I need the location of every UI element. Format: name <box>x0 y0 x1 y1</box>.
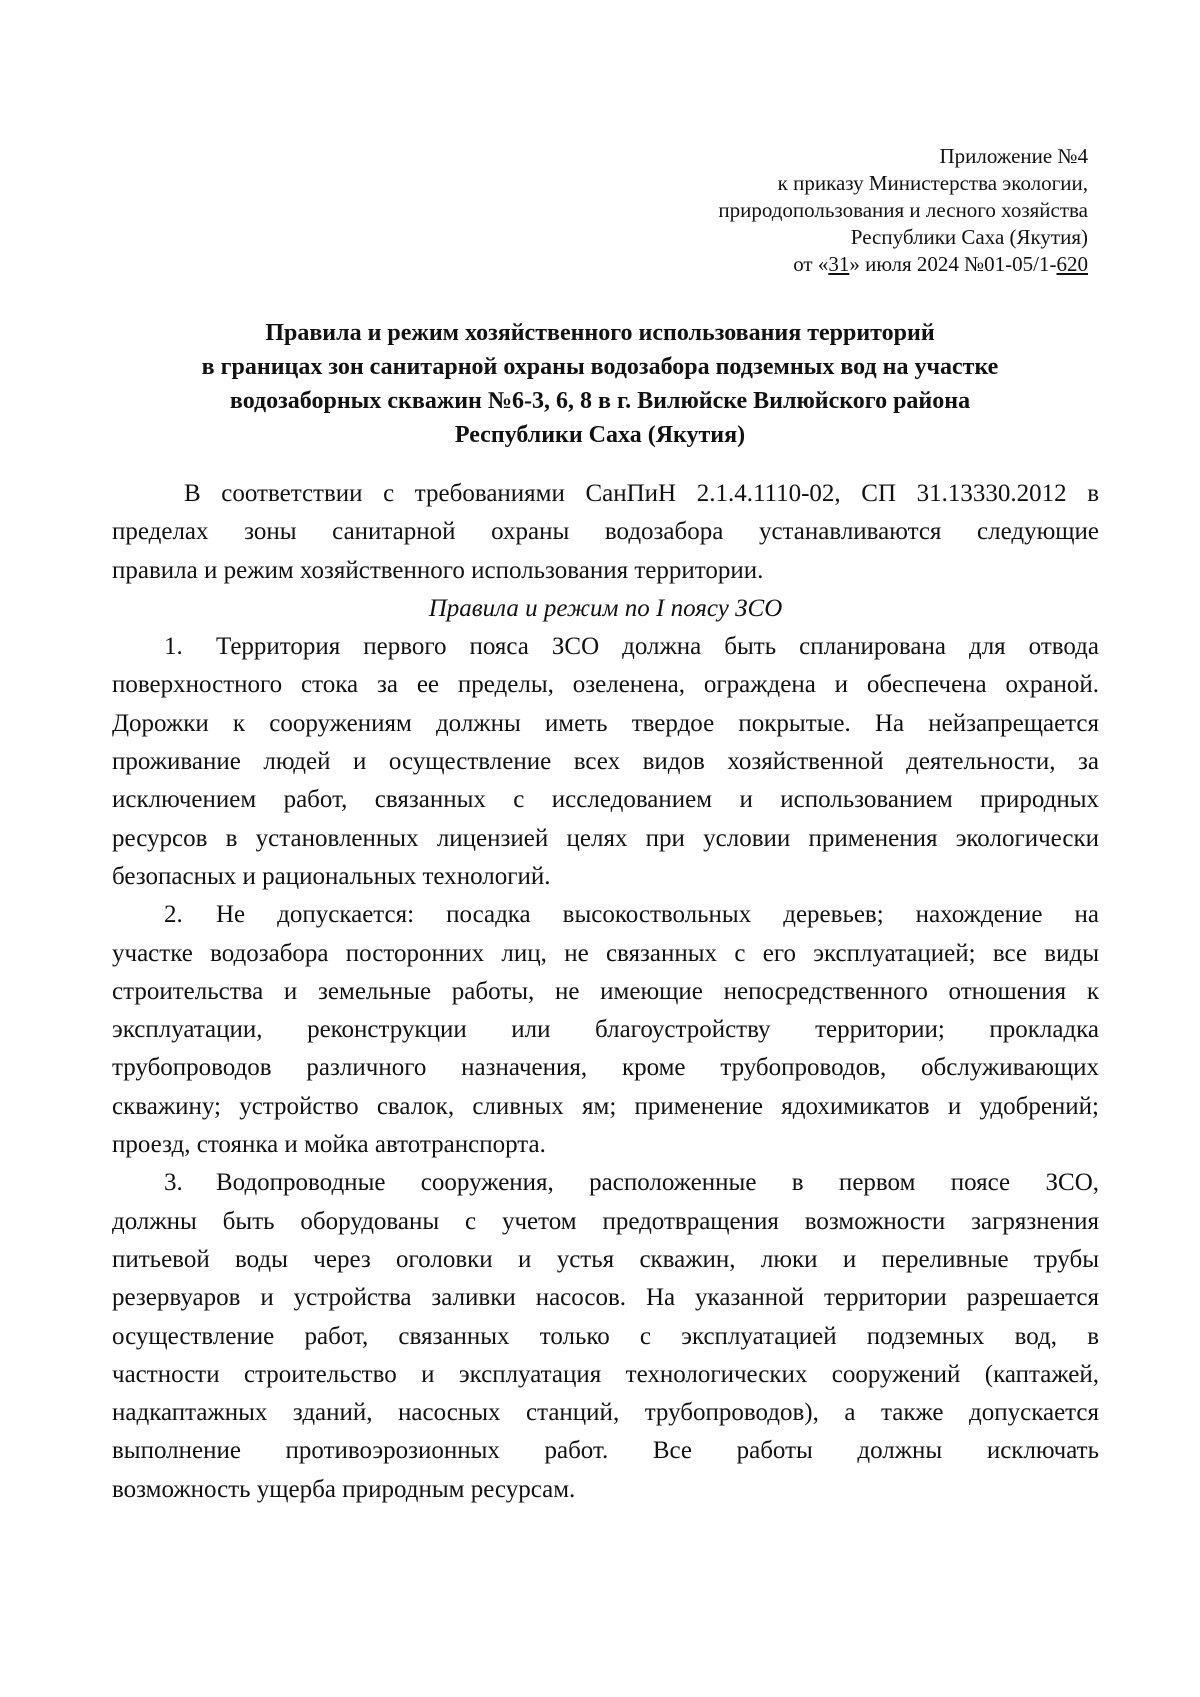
document-title <box>100 316 1100 452</box>
item-number: 3. <box>164 1169 183 1197</box>
item-line: трубопроводов различного назначения, кроме трубопроводов, обслуживающих <box>112 1054 1099 1082</box>
item-line: должны быть оборудованы с учетом предотвращения возможности загрязнения <box>112 1207 1099 1235</box>
approval-day: 31 <box>828 252 850 276</box>
item-line: возможность ущерба природным ресурсам. <box>112 1475 576 1503</box>
item-line: резервуаров и устройства заливки насосов. На указанной территории разрешается <box>112 1284 1099 1312</box>
approval-stamp <box>388 143 1088 278</box>
item-text: Водопроводные сооружения, расположенные в первом поясе ЗСО, <box>216 1169 1099 1197</box>
item-line: проживание людей и осуществление всех видов хозяйственной деятельности, за <box>112 748 1099 776</box>
item-text: Не допускается: посадка высокоствольных деревьев; нахождение на <box>216 901 1099 929</box>
item-line: питьевой воды через оголовки и устья скважин, люки и переливные трубы <box>112 1245 1099 1273</box>
title-line: Республики Саха (Якутия) <box>454 422 746 448</box>
item-number: 1. <box>164 633 183 661</box>
document-body <box>112 475 1099 1509</box>
item-line <box>112 628 1099 666</box>
item-line <box>112 896 1099 934</box>
item-line: скважину; устройство свалок, сливных ям; применение ядохимикатов и удобрений; <box>112 1092 1099 1120</box>
list-item-2 <box>112 896 1099 1164</box>
item-line: частности строительство и эксплуатация технологических сооружений (каптажей, <box>112 1360 1099 1388</box>
list-item-1 <box>112 628 1099 896</box>
item-line: безопасных и рациональных технологий. <box>112 862 551 890</box>
intro-line: В соответствии с требованиями СанПиН 2.1.4.1110-02, СП 31.13330.2012 в <box>184 480 1099 507</box>
list-item-3 <box>112 1164 1099 1509</box>
approval-line: к приказу Министерства экологии, <box>777 171 1088 195</box>
intro-line: правила и режим хозяйственного использования территории. <box>112 556 764 584</box>
item-line: выполнение противоэрозионных работ. Все работы должны исключать <box>112 1437 1099 1465</box>
item-line: надкаптажных зданий, насосных станций, трубопроводов), а также допускается <box>112 1399 1099 1427</box>
approval-date-prefix: от « <box>793 252 829 276</box>
item-line: проезд, стоянка и мойка автотранспорта. <box>112 1131 546 1159</box>
item-line: осуществление работ, связанных только с эксплуатацией подземных вод, в <box>112 1322 1099 1350</box>
item-number: 2. <box>164 901 183 929</box>
item-text: Территория первого пояса ЗСО должна быть спланирована для отвода <box>216 633 1099 661</box>
section-heading: Правила и режим по I поясу ЗСО <box>428 594 783 622</box>
approval-line: Республики Саха (Якутия) <box>850 225 1088 249</box>
approval-date-line <box>388 251 1088 278</box>
item-line: Дорожки к сооружениям должны иметь твердое покрытые. На нейзапрещается <box>112 709 1099 737</box>
approval-date-middle: » июля 2024 №01-05/1- <box>849 252 1057 276</box>
title-line: в границах зон санитарной охраны водозабора подземных вод на участке <box>201 354 999 380</box>
intro-paragraph <box>112 475 1099 590</box>
title-line: водозаборных скважин №6-3, 6, 8 в г. Вилюйске Вилюйского района <box>229 388 971 414</box>
item-line: ресурсов в установленных лицензией целях при условии применения экологически <box>112 824 1099 852</box>
item-line: поверхностного стока за ее пределы, озеленена, ограждена и обеспечена охраной. <box>112 671 1099 699</box>
intro-line: пределах зоны санитарной охраны водозабора устанавливаются следующие <box>112 518 1099 546</box>
item-line: исключением работ, связанных с исследованием и использованием природных <box>112 786 1099 814</box>
item-line: участке водозабора посторонних лиц, не связанных с его эксплуатацией; все виды <box>112 939 1099 967</box>
approval-line: природопользования и лесного хозяйства <box>718 198 1088 222</box>
item-line: эксплуатации, реконструкции или благоустройству территории; прокладка <box>112 1016 1099 1044</box>
approval-line: Приложение №4 <box>939 144 1088 168</box>
item-line: строительства и земельные работы, не имеющие непосредственного отношения к <box>112 977 1099 1005</box>
item-line <box>112 1164 1099 1202</box>
title-line: Правила и режим хозяйственного использования территорий <box>265 320 935 346</box>
approval-order-number: 620 <box>1056 252 1088 276</box>
